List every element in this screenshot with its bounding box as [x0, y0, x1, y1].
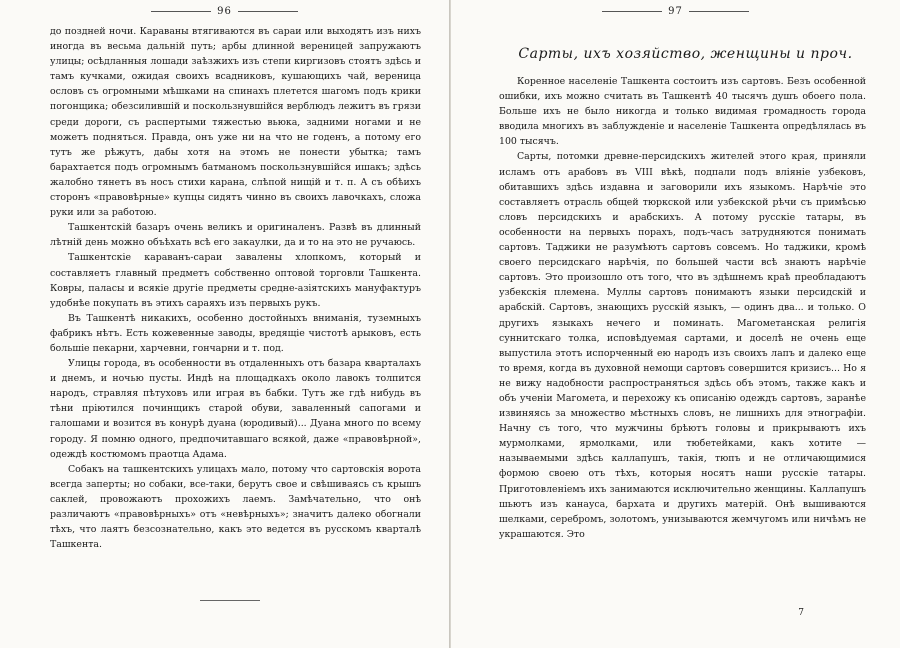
paragraph: Сарты, потомки древне-персидскихъ жителей этого края, приняли исламъ отъ арабовъ въ VIII вѣкѣ, подпали подъ влiянiе узбековъ, обитавшихъ здѣсь издавна и заговорили ихъ языкомъ. Нарѣчiе это составляетъ отрасль общей тюркской или узбекской рѣчи съ примѣсью словъ персидскихъ и арабскихъ. А потому русскiе татары, въ особенности на первыхъ порахъ, подъ-часъ затрудняются понимать сартовъ. Таджики не разумѣютъ сартовъ совсемъ. Но таджики, кромѣ своего персидскаго нарѣчiя, по большей части всѣ знаютъ нарѣчiе сартовъ. Это произошло отъ того, что въ здѣшнемъ краѣ преобладаютъ узбекскiя племена. Муллы сартовъ понимаютъ языки персидскiй и арабскiй. Сартовъ, знающихъ русскiй языкъ, — одинъ два... и только. О другихъ языкахъ нечего и поминать. Магометанская религiя суннитскаго толка, исповѣдуемая сартами, и доселѣ не очень еще выпустила этотъ испорченный ею народъ изъ своихъ лапъ и далеко еще то время, когда въ духовной немощи сартовъ совершится кризисъ... Но я не вижу надобности распространяться здѣсь объ этомъ, также какъ и объ ученiи Магомета, и перехожу къ описанiю одеждъ сартовъ, заранѣе извиняясь за множество мѣстныхъ словъ, не лишнихъ для этнографiи. Начну съ того, что мужчины брѣютъ головы и прикрываютъ ихъ мурмолками, ярмолками, или тюбетейками, какъ хотите — называемыми здѣсь каллапушъ, такiя, тюпъ и не отличающимися формою своею отъ тѣхъ, которыя носятъ наши русскiе татары. Приготовленiемъ ихъ занимаются исключительно женщины. Каллапушъ шьютъ изъ канауса, бархата и другихъ матерiй. Онѣ вышиваются шелками, серебромъ, золотомъ, унизываются жемчугомъ или ничѣмъ не украшаются. Это: [499, 151, 866, 540]
paragraph: Въ Ташкентѣ никакихъ, особенно достойныхъ вниманiя, туземныхъ фабрикъ нѣтъ. Есть кожевенные заводы, вредящiе чистотѣ арыковъ, есть большiе пекарни, харчевни, гончарни и т. под.: [50, 312, 421, 354]
signature-mark: 7: [798, 608, 804, 618]
paragraph: Ташкентскiй базаръ очень великъ и оригиналенъ. Развѣ въ длинный лѣтнiй день можно объѣхать всѣ его закаулки, да и то на это не ручаюсь.: [50, 222, 421, 249]
paragraph: до позднeй ночи. Караваны втягиваются въ сараи или выходятъ изъ нихъ иногда въ весьма дальнiй путь; арбы длинной вереницей запружаютъ улицы; осѣдланныя лошади заѣзжихъ изъ степи киргизовъ стоятъ здѣсь и тамъ кучками, ожидая своихъ всадниковъ, кушающихъ чай, вереница ословъ съ огромными мѣшками на спинахъ плетется шагомъ подъ крики погонщика; обезсилившiй и поскользнувшiйся верблюдъ лежитъ въ грязи среди дороги, съ распертыми тяжестью вьюка, задними ногами и не можетъ подняться. Правда, онъ уже ни на что не годенъ, а потому его тутъ же рѣжутъ, дабы хотя на этомъ не понести убытка; тамъ барахтается подъ огромнымъ батманомъ поскользнувшiйся ишакъ; здѣсь жалобно тянетъ въ носъ стихи карана, слѣпой нищiй и т. п. А съ обѣихъ сторонъ «правовѣрные» купцы сидятъ чинно въ своихъ лавочкахъ, сложа руки или за работою.: [50, 26, 421, 219]
right-page: [450, 0, 900, 648]
chapter-title: Сарты, ихъ хозяйство, женщины и проч.: [518, 46, 853, 62]
right-page-number: 97: [451, 6, 900, 17]
paragraph: Ташкентскiе караванъ-сараи завалены хлопкомъ, который и составляетъ главный предметъ собственно оптовой торговли Ташкента. Ковры, паласы и всякiе другiе предметы средне-азiятскихъ мануфактуръ удобнѣе покупать въ этихъ сараяхъ изъ первыхъ рукъ.: [50, 252, 421, 309]
right-page-text: [499, 74, 866, 542]
left-page-number: 96: [0, 6, 449, 17]
paragraph: Улицы города, въ особенности въ отдаленныхъ отъ базара кварталахъ и днемъ, и ночью пусты. Индѣ на площадкахъ около лавокъ толпится народъ, стравляя пѣтуховъ или играя въ бабки. Тутъ же гдѣ нибудь въ тѣни прiютился починщикъ старой обуви, заваленный сапогами и галошами и возится въ конурѣ дуана (юродивый)... Дуана много по всему городу. Я помню одного, предпочитавшаго всякой, даже «правовѣрной», одеждѣ костюмомъ праотца Адама.: [50, 358, 421, 460]
paragraph: Собакъ на ташкентскихъ улицахъ мало, потому что сартовскiя ворота всегда заперты; но собаки, все-таки, берутъ свое и свѣшиваясь съ крышъ саклей, провожаютъ прохожихъ лаемъ. Замѣчательно, что онѣ различаютъ «правовѣрныхъ» отъ «невѣрныхъ»; значитъ далеко обогнали тѣхъ, что лаятъ безсознательно, какъ это ведется въ русскомъ кварталѣ Ташкента.: [50, 463, 421, 551]
end-rule: [200, 600, 260, 601]
left-page-text: [50, 24, 421, 552]
paragraph: Коренное населенiе Ташкента состоитъ изъ сартовъ. Безъ особенной ошибки, ихъ можно считать въ Ташкентѣ 40 тысячъ душъ обоего пола. Больше ихъ не было никогда и только видимая громадность города вводила многихъ въ заблужденiе и населенiе Ташкента опредѣлялась въ 100 тысячъ.: [499, 76, 866, 148]
